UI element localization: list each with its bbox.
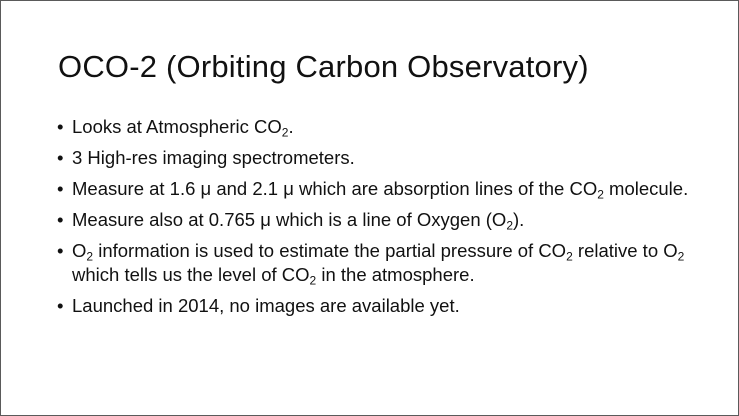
bullet-text: . (288, 116, 294, 137)
bullet-text: which tells us the level of CO (72, 264, 310, 285)
bullet-text: Measure at 1.6 μ and 2.1 μ which are absorption lines of the CO (72, 178, 598, 199)
subscript: 2 (566, 249, 573, 264)
bullet-text: Launched in 2014, no images are available yet. (72, 295, 460, 316)
bullet-item (57, 177, 697, 201)
subscript: 2 (677, 249, 685, 264)
bullet-text: Measure also at 0.765 μ which is a line of Oxygen (O (72, 209, 507, 230)
bullet-dot: • (57, 116, 64, 137)
subscript: 2 (309, 273, 317, 288)
subscript: 2 (506, 218, 514, 233)
bullet-text: O (72, 240, 87, 261)
bullet-item (57, 208, 697, 232)
bullet-item (57, 239, 697, 287)
bullet-list (57, 115, 697, 325)
subscript: 2 (86, 249, 94, 264)
slide-title: OCO-2 (Orbiting Carbon Observatory) (58, 49, 589, 84)
bullet-text: information is used to estimate the partial pressure of CO (93, 240, 567, 261)
bullet-dot: • (57, 295, 64, 316)
bullet-item (57, 146, 697, 170)
bullet-text: 3 High-res imaging spectrometers. (72, 147, 355, 168)
bullet-dot: • (57, 240, 64, 261)
subscript: 2 (281, 125, 289, 140)
bullet-text: in the atmosphere. (316, 264, 475, 285)
subscript: 2 (597, 187, 604, 202)
bullet-dot: • (57, 178, 64, 199)
bullet-text: relative to O (572, 240, 678, 261)
bullet-item (57, 115, 697, 139)
bullet-item (57, 294, 697, 318)
bullet-text: ). (513, 209, 525, 230)
bullet-dot: • (57, 209, 64, 230)
bullet-text: Looks at Atmospheric CO (72, 116, 282, 137)
bullet-text: molecule. (603, 178, 689, 199)
bullet-dot: • (57, 147, 64, 168)
